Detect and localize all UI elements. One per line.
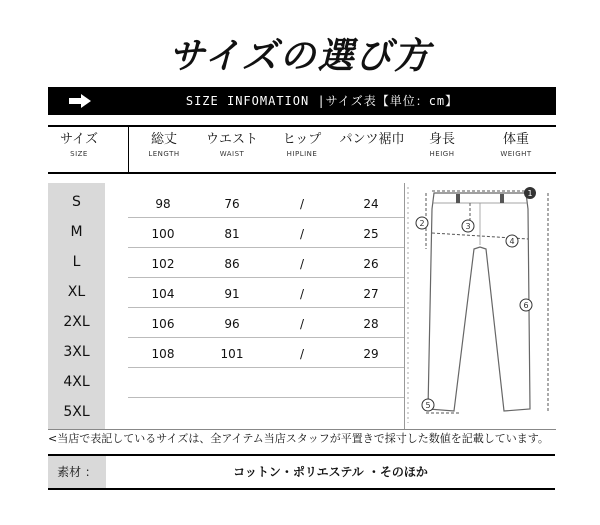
size-label: L <box>72 254 81 270</box>
header-divider <box>128 127 129 172</box>
hem-cell: 28 <box>363 317 379 331</box>
svg-text:4: 4 <box>509 237 515 246</box>
row-rule <box>128 247 404 248</box>
header-height <box>410 131 474 160</box>
size-label: M <box>70 224 83 240</box>
svg-text:6: 6 <box>523 301 529 310</box>
row-rule <box>128 397 404 398</box>
row-rule <box>128 367 404 368</box>
hem-cell: 24 <box>363 197 379 211</box>
header-size-jp: サイズ <box>60 132 98 147</box>
marker-4 <box>506 235 518 247</box>
hip-cell: / <box>299 197 305 211</box>
header-waist <box>196 131 268 160</box>
header-size-en: SIZE <box>70 150 88 158</box>
hip-cell: / <box>299 317 305 331</box>
hip-cell: / <box>299 257 305 271</box>
header-hip-jp: ヒップ <box>282 132 322 147</box>
page-title: サイズの選び方 <box>168 35 432 77</box>
header-length-jp: 総丈 <box>150 132 177 147</box>
svg-text:3: 3 <box>465 222 471 231</box>
hem-cell: 27 <box>363 287 379 301</box>
marker-2 <box>416 217 428 229</box>
header-size <box>48 131 110 160</box>
header-hip-en: HIPLINE <box>286 150 318 158</box>
measurement-note: <当店で表記しているサイズは、全アイテム当店スタッフが平置きで採寸した数値を記載しています。 <box>48 432 549 445</box>
header-length <box>133 131 195 160</box>
header-hip <box>270 131 334 160</box>
waist-cell: 91 <box>224 287 240 301</box>
svg-text:5: 5 <box>425 401 431 410</box>
size-label: XL <box>67 284 86 300</box>
header-length-en: LENGTH <box>148 150 180 158</box>
marker-6 <box>520 299 532 311</box>
header-hem <box>334 131 410 148</box>
marker-5 <box>422 399 434 411</box>
length-cell: 100 <box>151 227 175 241</box>
pants-diagram <box>404 183 556 429</box>
waist-cell: 101 <box>220 347 244 361</box>
length-cell: 104 <box>151 287 175 301</box>
size-label: 5XL <box>63 404 90 420</box>
header-weight-en: WEIGHT <box>500 150 532 158</box>
marker-3 <box>462 220 474 232</box>
length-cell: 108 <box>151 347 175 361</box>
row-rule <box>128 277 404 278</box>
hip-cell: / <box>299 347 305 361</box>
hem-cell: 29 <box>363 347 379 361</box>
size-label: 2XL <box>63 314 90 330</box>
svg-text:1: 1 <box>527 189 533 198</box>
row-rule <box>128 337 404 338</box>
hip-cell: / <box>299 287 305 301</box>
size-label: 3XL <box>63 344 90 360</box>
header-waist-jp: ウエスト <box>205 132 258 147</box>
material-row <box>48 454 555 490</box>
header-weight-jp: 体重 <box>502 132 529 147</box>
header-bottom-rule <box>48 172 556 174</box>
size-column-shade <box>48 183 105 429</box>
waist-cell: 96 <box>224 317 240 331</box>
material-value: コットン・ポリエステル ・そのほか <box>233 465 428 479</box>
hem-cell: 25 <box>363 227 379 241</box>
hem-cell: 26 <box>363 257 379 271</box>
banner-text: SIZE INFOMATION |サイズ表【単位：cm】 <box>185 94 459 108</box>
size-label: 4XL <box>63 374 90 390</box>
header-height-en: HEIGH <box>429 150 455 158</box>
waist-cell: 86 <box>224 257 240 271</box>
hip-cell: / <box>299 227 305 241</box>
row-rule <box>128 217 404 218</box>
marker-1 <box>524 187 536 199</box>
size-info-banner <box>48 87 556 115</box>
material-label: 素材 ： <box>48 456 106 488</box>
length-cell: 98 <box>155 197 171 211</box>
waist-cell: 81 <box>224 227 240 241</box>
header-top-rule <box>48 125 556 127</box>
length-cell: 102 <box>151 257 175 271</box>
header-waist-en: WAIST <box>219 150 245 158</box>
row-rule <box>128 307 404 308</box>
length-cell: 106 <box>151 317 175 331</box>
svg-text:2: 2 <box>419 219 425 228</box>
header-height-jp: 身長 <box>428 132 455 147</box>
size-label: S <box>72 194 81 210</box>
waist-cell: 76 <box>224 197 240 211</box>
header-weight <box>484 131 548 160</box>
header-hem-jp: パンツ裾巾 <box>339 132 405 147</box>
